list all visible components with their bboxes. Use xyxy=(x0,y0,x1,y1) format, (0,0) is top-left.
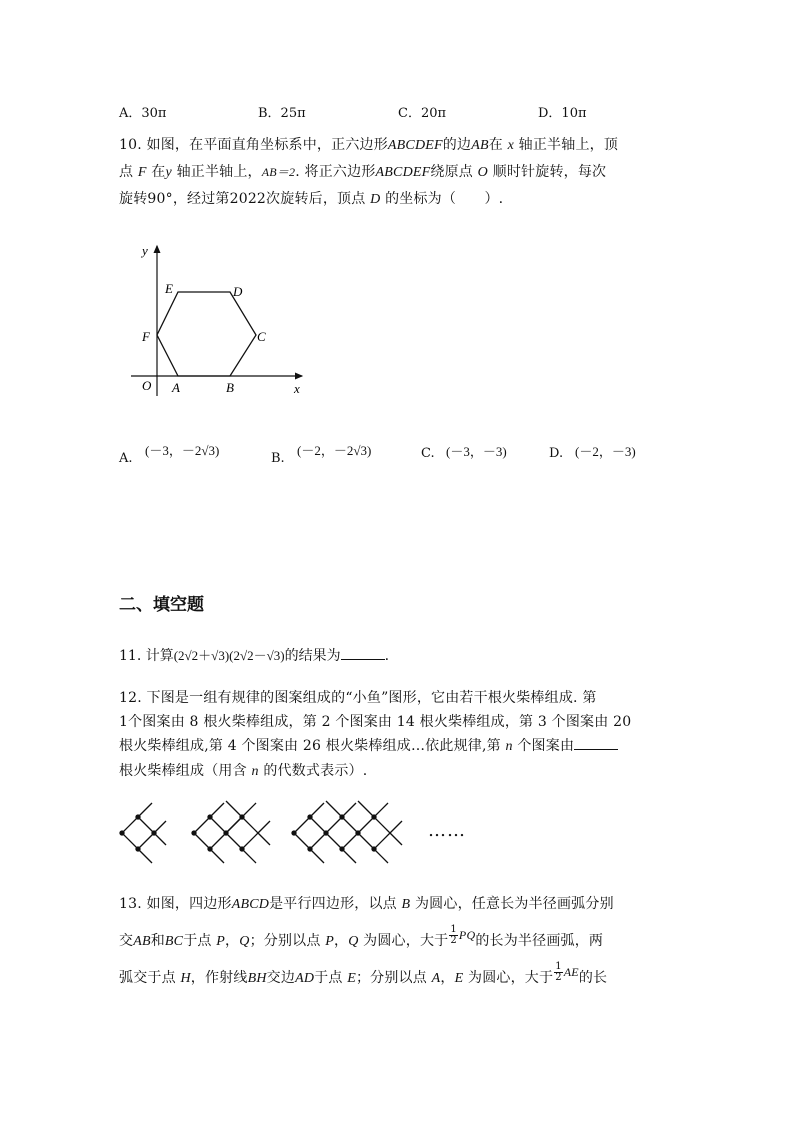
q12-answer-blank[interactable] xyxy=(574,735,618,750)
q10-line-1: 10. 如图，在平面直角坐标系中，正六边形ABCDEF的边AB在 x 轴正半轴上，顶 xyxy=(119,137,619,153)
q10-option-a-label: A. xyxy=(119,451,133,466)
label-x: x xyxy=(294,381,300,396)
q10-option-d-value: (－2，－3) xyxy=(575,444,636,459)
hexagon-abcdef xyxy=(157,292,256,376)
q10-question xyxy=(119,132,679,213)
q9-option-b: B．25π xyxy=(258,106,306,121)
q10-option-a-value: (－3，－2√3) xyxy=(145,443,220,458)
q9-option-a: A．30π xyxy=(119,106,167,121)
label-c: C xyxy=(257,329,266,344)
q12-line-4: 根火柴棒组成（用含 n 的代数式表示）. xyxy=(119,763,368,779)
q13-line-1: 13. 如图，四边形ABCD是平行四边形，以点 B 为圆心，任意长为半径画弧分别 xyxy=(119,896,614,912)
label-d: D xyxy=(233,284,243,299)
q10-option-b-label: B. xyxy=(271,451,285,466)
q10-hexagon-figure xyxy=(128,238,318,402)
q12-question xyxy=(119,686,679,784)
q13-question xyxy=(119,886,679,997)
fraction-one-half: $\frac{1}{2}$ xyxy=(450,923,457,946)
label-y: y xyxy=(142,243,148,258)
q10-option-c-value: (－3，－3) xyxy=(446,444,507,459)
section-heading-fill-in: 二、填空题 xyxy=(119,595,204,615)
q12-line-3: 根火柴棒组成,第 4 个图案由 26 根火柴棒组成…依此规律,第 n 个图案由 xyxy=(119,734,679,759)
q10-option-b-value: (－2，－2√3) xyxy=(297,443,372,458)
q12-line-1: 12. 下图是一组有规律的图案组成的“小鱼”图形，它由若干根火柴棒组成. 第 xyxy=(119,690,597,706)
q12-fish-pattern-figure xyxy=(116,800,416,870)
q13-line-3: 弧交于点 H，作射线BH交边AD于点 E；分别以点 A，E 为圆心，大于 $\frac{1}{2}$ AE的长 xyxy=(119,960,608,986)
q10-line-2: 点 F 在y 轴正半轴上，AB＝2. 将正六边形ABCDEF绕原点 O 顺时针旋转，每次 xyxy=(119,164,607,180)
q10-line-3: 旋转90°，经过第2022次旋转后，顶点 D 的坐标为（ ）. xyxy=(119,191,504,207)
label-b: B xyxy=(226,380,234,395)
fish-figure-2 xyxy=(192,801,270,863)
q12-line-2: 1个图案由 8 根火柴棒组成，第 2 个图案由 14 根火柴棒组成，第 3 个图案由 20 xyxy=(119,714,632,730)
fish-figure-1 xyxy=(120,803,166,863)
q11-expression: (2√2＋√3)(2√2－√3) xyxy=(173,648,285,663)
q11-answer-blank[interactable] xyxy=(341,645,385,660)
label-f: F xyxy=(142,329,150,344)
fraction-one-half: $\frac{1}{2}$ xyxy=(555,960,562,983)
q9-option-d: D．10π xyxy=(538,106,587,121)
q9-option-c: C．20π xyxy=(398,106,447,121)
q10-option-d-label: D. xyxy=(549,446,564,461)
q10-option-c-label: C. xyxy=(421,446,435,461)
fish-figure-3 xyxy=(292,801,402,863)
q12-ellipsis: …… xyxy=(428,820,466,841)
label-o: O xyxy=(142,378,152,393)
label-e: E xyxy=(165,281,173,296)
q11-question: 11. 计算(2√2＋√3)(2√2－√3)的结果为 . xyxy=(119,645,389,665)
label-a: A xyxy=(172,380,180,395)
q13-line-2: 交AB和BC于点 P，Q；分别以点 P，Q 为圆心，大于 $\frac{1}{2}$ PQ的长为半径画弧，两 xyxy=(119,923,604,949)
